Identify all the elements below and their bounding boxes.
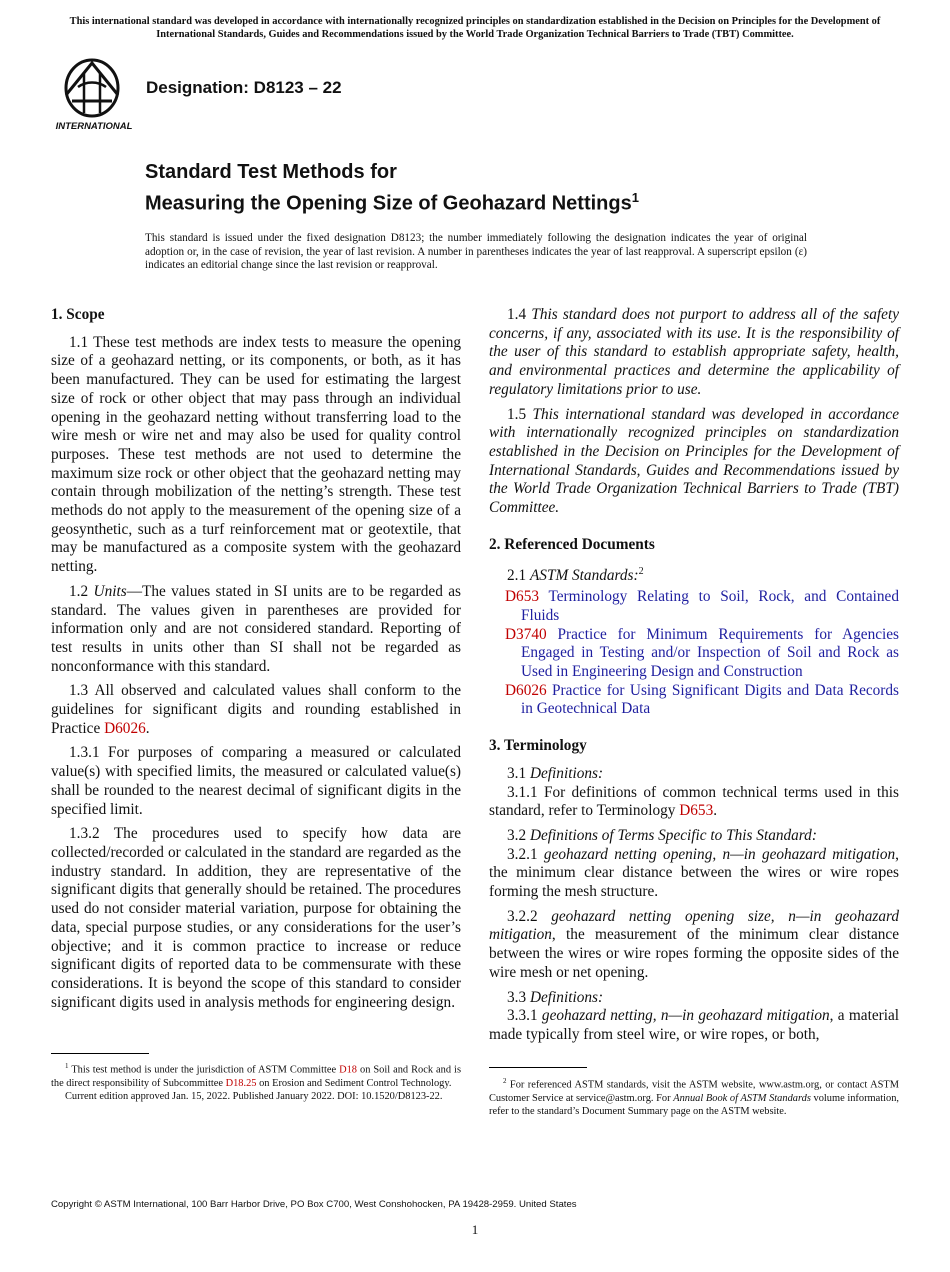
paragraph-3-2-2: 3.2.2 geohazard netting opening size, n—in geohazard mitigation, the measurement of the minimum clear distance between the wires or wire ropes forming the opposite sides of the wire mesh or net opening. [489, 907, 900, 981]
section-heading-scope: 1. Scope [51, 306, 105, 323]
preamble: This standard is issued under the fixed designation D8123; the number immediately following the designation indicates the year of original adoption or, in the case of revision, the year of last revision. A number in parentheses indicates the year of last reapproval. A superscript epsilon (ε) indicates an editorial change since the last revision or reapproval. [145, 232, 807, 272]
paragraph-1-3: 1.3 All observed and calculated values shall conform to the guidelines for significant digits and rounding established in Practice D6026. [51, 682, 461, 737]
designation: Designation: D8123 – 22 [146, 78, 342, 97]
paragraph-3-2-1: 3.2.1 geohazard netting opening, n—in geohazard mitigation, the minimum clear distance between the wires or wire ropes forming the mesh structure. [489, 845, 899, 901]
copyright-notice: Copyright © ASTM International, 100 Barr Harbor Drive, PO Box C700, West Conshohocken, PA 19428-2959. United States [51, 1199, 577, 1210]
title-footnote-mark: 1 [631, 190, 639, 205]
title-line-2: Measuring the Opening Size of Geohazard Nettings$^1$ [145, 190, 639, 215]
paragraph-1-3-2: 1.3.2 The procedures used to specify how data are collected/recorded or calculated in the standard are regarded as the industry standard. In addition, they are representative of the significant digits that generally should be retained. The procedures used do not consider material variation, purpose for obtaining the data, special purpose studies, or any considerations for the user’s objective; and it is common practice to increase or reduce significant digits of reported data to be commensurate with these considerations. It is beyond the scope of this standard to consider significant digits used in analysis methods for engineering design. [51, 825, 461, 1011]
ref-link-d6026[interactable]: D6026 [104, 719, 146, 737]
right-column [489, 306, 899, 1051]
reference-item[interactable]: D3740 Practice for Minimum Requirements for Agencies Engaged in Testing and/or Inspection of Soil and Rock as Used in Engineering Design and Construction [505, 625, 900, 681]
paragraph-2-1: 2.1 ASTM Standards:$^2$ [507, 566, 644, 585]
ref-link-d653[interactable]: D653 [679, 802, 714, 820]
title-line-1: Standard Test Methods for [145, 161, 397, 183]
footnote-divider-right [489, 1067, 587, 1068]
section-heading-referenced-documents: 2. Referenced Documents [489, 535, 655, 553]
paragraph-3-1: 3.1 Definitions: [507, 764, 604, 782]
paragraph-1-1: 1.1 These test methods are index tests to measure the opening size of a geohazard netting, or its components, or both, as it has been manufactured. They can be used for estimating the largest size of rock or other object that may pass through an individual opening in the geohazard netting without transferring load to the wire mesh or wire net and may also be used for quality control purposes. These test methods are not used to determine the maximum size rock or other object that the geohazard netting may contain through mobilization of the netting’s strength. These test methods do not apply to the measurement of the opening size of a geosynthetic, such as a turf reinforcement mat or geotextile, that may be manufactured as a composite system with the geohazard netting. [51, 333, 461, 576]
footnote-2: $^2$ For referenced ASTM standards, visit the ASTM website, www.astm.org, or contact ASTM Customer Service at service@astm.org. For Annual Book of ASTM Standards volume information, refer to the standard’s Document Summary page on the ASTM website. [489, 1077, 899, 1118]
logo-text: INTERNATIONAL [55, 121, 133, 132]
section-heading-terminology: 3. Terminology [489, 737, 587, 755]
paragraph-1-3-1: 1.3.1 For purposes of comparing a measured or calculated value(s) with specified limits, the measured or calculated value(s) shall be rounded to the nearest decimal of significant digits in the specified limit. [51, 744, 461, 818]
paragraph-3-1-1: 3.1.1 For definitions of common technical terms used in this standard, refer to Terminology D653. [489, 783, 899, 820]
left-column [51, 306, 461, 1018]
standard-notice: This international standard was developed in accordance with internationally recognized principles on standardization established in the Decision on Principles for the Development of International Standards, Guides and Recommendations issued by the World Trade Organization Technical Barriers to Trade (TBT) Committee. [69, 16, 881, 40]
reference-list [489, 588, 899, 719]
footnote-1: $^1$ This test method is under the jurisdiction of ASTM Committee D18 on Soil and Rock and is the direct responsibility of Subcommittee D18.25 on Erosion and Sediment Control Technology. Current edition approved Jan. 15, 2022. Published January 2022. DOI: 10.1520/D8123-22. [51, 1062, 461, 1103]
footnote-divider-left [51, 1053, 149, 1054]
paragraph-3-3: 3.3 Definitions: [507, 988, 604, 1006]
ref-link-d18-25[interactable]: D18.25 [225, 1077, 257, 1089]
reference-item[interactable]: D653 Terminology Relating to Soil, Rock, and Contained Fluids [505, 588, 899, 624]
paragraph-3-2: 3.2 Definitions of Terms Specific to This Standard: [507, 826, 817, 844]
paragraph-1-4: 1.4 This standard does not purport to address all of the safety concerns, if any, associated with its use. It is the responsibility of the user of this standard to establish appropriate safety, health, and environmental practices and determine the applicability of regulatory limitations prior to use. [489, 306, 899, 398]
ref-link-d18[interactable]: D18 [339, 1064, 357, 1076]
document-title [145, 160, 639, 217]
astm-logo [52, 55, 136, 135]
paragraph-1-2: 1.2 Units—The values stated in SI units are to be regarded as standard. The values given in parentheses are provided for information only and are not considered standard. Reporting of test results in units other than SI shall not be regarded as nonconformance with this standard. [51, 582, 461, 675]
paragraph-1-5: 1.5 This international standard was developed in accordance with internationally recognized principles on standardization established in the Decision on Principles for the Development of International Standards, Guides and Recommendations issued by the World Trade Organization Technical Barriers to Trade (TBT) Committee. [489, 405, 900, 517]
reference-item[interactable]: D6026 Practice for Using Significant Digits and Data Records in Geotechnical Data [505, 681, 899, 718]
paragraph-3-3-1: 3.3.1 geohazard netting, n—in geohazard mitigation, a material made typically from steel wire, or wire ropes, or both, [489, 1007, 900, 1043]
page-number: 1 [471, 1222, 479, 1237]
